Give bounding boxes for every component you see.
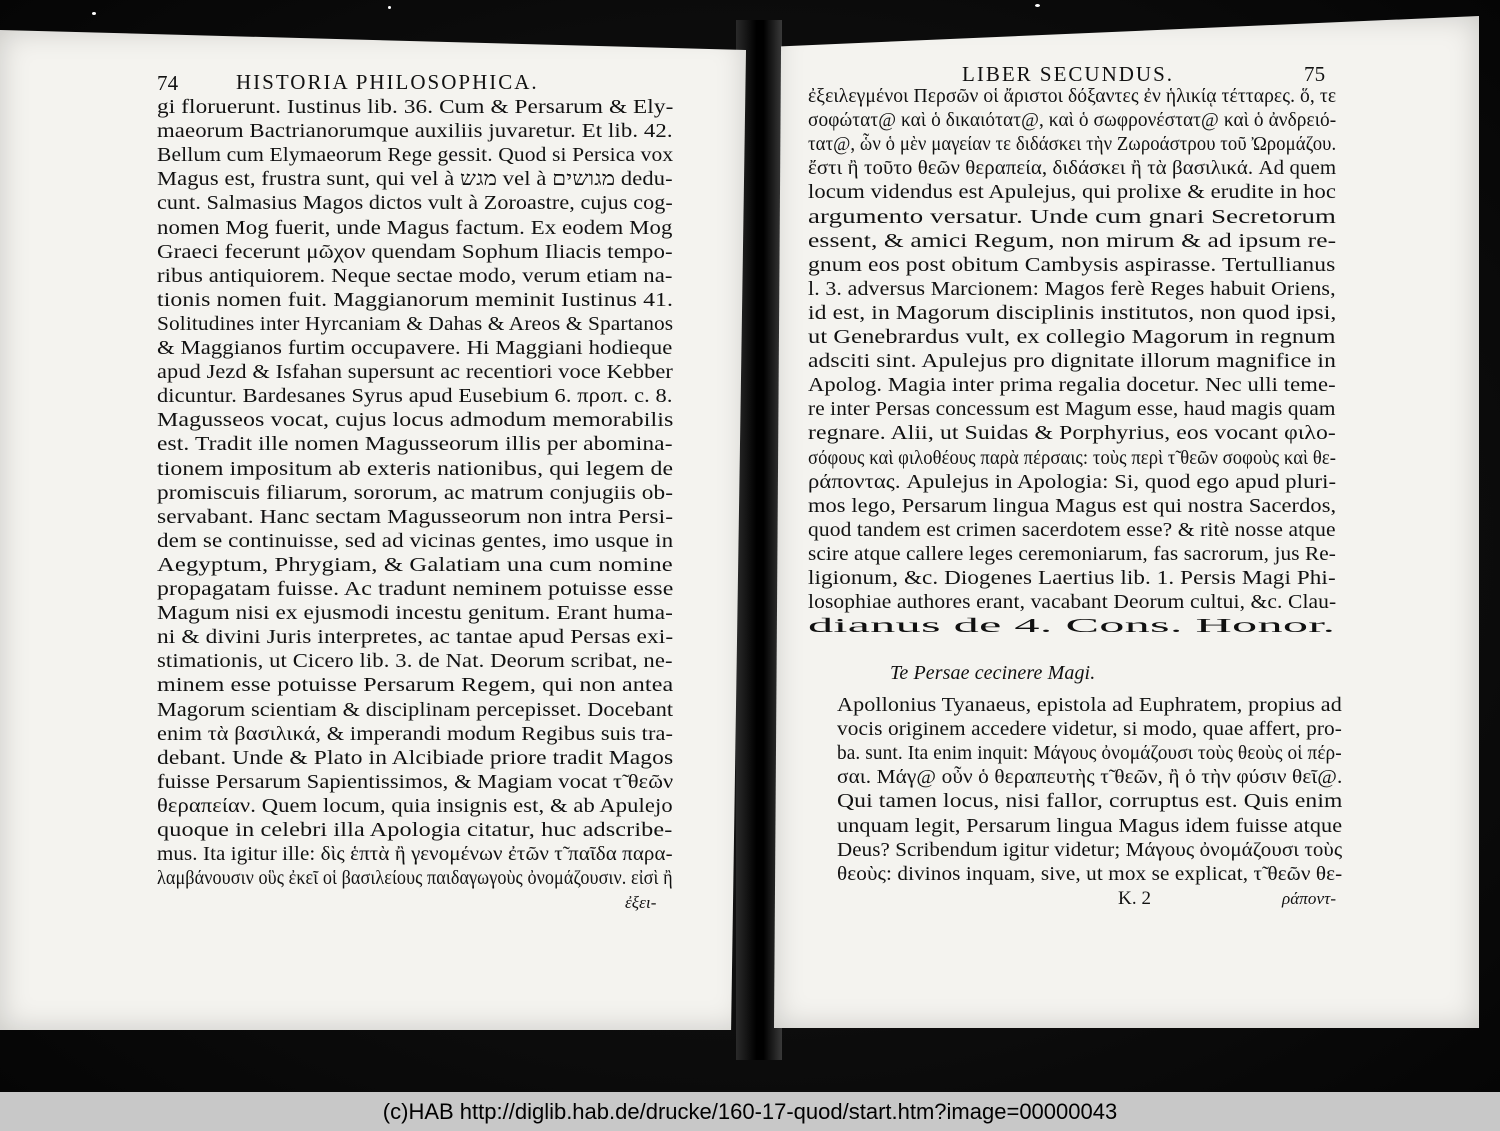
text-line: tionem impositum ab exteris nationibus, qui legem de xyxy=(157,457,674,480)
text-line: cunt. Salmasius Magos dictos vult à Zoroastre, cujus cog- xyxy=(157,192,673,215)
text-line: propagatam fuisse. Ac tradunt neminem potuisse esse xyxy=(157,578,674,600)
text-line: θεοὺς: divinos inquam, sive, ut mox se explicat, τ̃ θεῶν θε- xyxy=(837,862,1343,885)
left-catchword: ἐξει- xyxy=(625,893,657,912)
scan-speck xyxy=(388,6,391,9)
text-line: gnum eos post obitum Cambysis aspirasse. Tertullianus xyxy=(808,253,1336,276)
text-line: essent, & amici Regum, non mirum & ad ipsum re- xyxy=(808,229,1337,252)
left-running-head: HISTORIA PHILOSOPHICA. xyxy=(236,70,539,94)
text-line: Magusseos vocat, cujus locus admodum memorabilis xyxy=(157,409,674,432)
verse-quotation: Te Persae cecinere Magi. xyxy=(890,662,1096,684)
text-line: locum videndus est Apulejus, qui prolixe & erudite in hoc xyxy=(808,181,1336,204)
text-line: dianus de 4. Cons. Honor. xyxy=(808,615,1336,638)
text-line: maeorum Bactrianorumque auxiliis juvaretur. Et lib. 42. xyxy=(157,120,673,143)
text-line: stimationis, ut Cicero lib. 3. de Nat. Deorum scribat, ne- xyxy=(157,650,673,673)
text-line: Aegyptum, Phrygiam, & Galatiam una cum nomine xyxy=(157,553,673,576)
text-line: enim τὰ βασιλικά, & imperandi modum Regibus suis tra- xyxy=(157,722,674,745)
text-line: vocis originem accedere videtur, si modo, quae affert, pro- xyxy=(837,718,1342,741)
text-line: mus. Ita igitur ille: δὶς ἑπτὰ ἢ γενομένων ἐτῶν τ̃ παῖδα παρα- xyxy=(157,843,673,866)
text-line: mos lego, Persarum lingua Magus est qui nostra Sacerdos, xyxy=(808,494,1337,517)
text-line: ἔστι ἢ τοῦτο θεῶν θεραπεία, διδάσκει ἢ τὰ βασιλικά. Ad quem xyxy=(808,157,1337,180)
text-line: τατ@, ὧν ὁ μὲν μαγείαν τε διδάσκει τὴν Ζωροάστρου τοῦ Ὠρομάζου. xyxy=(808,133,1337,156)
text-line: σοφώτατ@ καὶ ὁ δικαιότατ@, καὶ ὁ σωφρονέστατ@ καὶ ὁ ἀνδρειό- xyxy=(808,109,1337,132)
text-line: fuisse Persarum Sapientissimos, & Magiam vocat τ̃ θεῶν xyxy=(157,770,674,793)
copyright-caption: (c)HAB http://diglib.hab.de/drucke/160-17-quod/start.htm?image=00000043 xyxy=(0,1092,1500,1131)
text-line: ligionum, &c. Diogenes Laertius lib. 1. Persis Magi Phi- xyxy=(808,567,1336,589)
text-line: ἐξειλεγμένοι Περσῶν οἱ ἄριστοι δόξαντες ἐν ἡλικίᾳ τέτταρες. ὅ, τε xyxy=(808,85,1337,107)
text-line: adsciti sint. Apulejus pro dignitate illorum magnifice in xyxy=(808,350,1336,373)
text-line: nomen Mog fuerit, unde Magus factum. Ex eodem Mog xyxy=(157,216,673,239)
text-line: regnare. Alii, ut Suidas & Porphyrius, eos vocant φιλο- xyxy=(808,422,1336,445)
text-line: θεραπείαν. Quem locum, quia insignis est, & ab Apulejo xyxy=(157,794,673,817)
right-catchword: ράποντ- xyxy=(1282,889,1337,908)
text-line: Solitudines inter Hyrcaniam & Dahas & Areos & Spartanos xyxy=(157,312,674,335)
text-line: re inter Persas concessum est Magum esse, haud magis quam xyxy=(808,398,1336,421)
text-line: l. 3. adversus Marcionem: Magos ferè Reges habuit Oriens, xyxy=(808,277,1336,300)
signature-mark: K. 2 xyxy=(1118,888,1152,909)
text-line: debant. Unde & Plato in Alcibiade priore tradit Magos xyxy=(157,746,674,769)
text-line: Apollonius Tyanaeus, epistola ad Euphratem, propius ad xyxy=(837,694,1342,716)
text-line: argumento versatur. Unde cum gnari Secretorum xyxy=(808,205,1337,228)
text-line: apud Jezd & Isfahan supersunt ac recentiori voce Kebber xyxy=(157,361,673,384)
text-line: losophiae authores erant, vacabant Deorum cultui, &c. Clau- xyxy=(808,591,1337,614)
text-line: Apolog. Magia inter prima regalia docetur. Nec ulli teme- xyxy=(808,374,1336,397)
scan-speck xyxy=(1035,4,1040,7)
text-line: Qui tamen locus, nisi fallor, corruptus est. Quis enim xyxy=(837,790,1343,813)
text-line: ribus antiquiorem. Neque sectae modo, verum etiam na- xyxy=(157,264,673,287)
text-line: Deus? Scribendum igitur videtur; Μάγους ὀνομάζουσι τοὺς xyxy=(837,838,1343,861)
left-page-number: 74 xyxy=(157,71,179,95)
text-line: Magorum scientiam & disciplinam percepisset. Docebant xyxy=(157,698,674,721)
text-line: est. Tradit ille nomen Magusseorum illis per abomina- xyxy=(157,433,673,456)
right-page-number: 75 xyxy=(1304,62,1326,86)
text-line: σαι. Μάγ@ οὖν ὁ θεραπευτὴς τ̃ θεῶν, ἢ ὁ τὴν φύσιν θεῖ@. xyxy=(837,766,1343,789)
text-line: & Maggianos furtim occupavere. Hi Maggiani hodieque xyxy=(157,337,673,359)
text-line: dicuntur. Bardesanes Syrus apud Eusebium 6. προπ. c. 8. xyxy=(157,385,673,408)
text-line: tionis nomen fuit. Maggianorum meminit Iustinus 41. xyxy=(157,288,674,311)
text-line: quoque in celebri illa Apologia citatur, huc adscribe- xyxy=(157,819,673,841)
text-line: Bellum cum Elymaeorum Rege gessit. Quod si Persica vox xyxy=(157,144,674,167)
text-line: unquam legit, Persarum lingua Magus idem fuisse atque xyxy=(837,814,1343,837)
text-line: ni & divini Juris interpretes, ac tantae apud Persas exi- xyxy=(157,626,674,649)
text-line: gi floruerunt. Iustinus lib. 36. Cum & Persarum & Ely- xyxy=(157,96,674,118)
scan-speck xyxy=(92,12,96,15)
text-line: ut Genebrardus vult, ex collegio Magorum in regnum xyxy=(808,326,1336,348)
text-line: ba. sunt. Ita enim inquit: Μάγους ὀνομάζουσι τοὺς θεοὺς οἱ πέρ- xyxy=(837,742,1342,765)
text-line: id est, in Magorum disciplinis institutos, non quod ipsi, xyxy=(808,301,1337,324)
text-line: minem esse potuisse Persarum Regem, qui non antea xyxy=(157,674,674,697)
text-line: Magum nisi ex ejusmodi incestu genitum. Erant huma- xyxy=(157,602,674,625)
text-line: promiscuis filiarum, sororum, ac matrum conjugiis ob- xyxy=(157,481,674,504)
text-line: scire atque callere leges ceremoniarum, fas sacrorum, jus Re- xyxy=(808,542,1336,565)
text-line: dem se continuisse, sed ad vicinas gentes, imo usque in xyxy=(157,529,674,552)
text-line: Magus est, frustra sunt, qui vel à מגש vel à מגושים dedu- xyxy=(157,168,673,191)
text-line: servabant. Hanc sectam Magusseorum non intra Persi- xyxy=(157,505,674,528)
text-line: λαμβάνουσιν οὓς ἐκεῖ οἱ βασιλείους παιδαγωγοὺς ὀνομάζουσιν. εἰσὶ ἢ xyxy=(157,867,673,890)
text-line: Graeci fecerunt μῶχον quendam Sophum Iliacis tempo- xyxy=(157,240,673,263)
text-line: ράποντας. Apulejus in Apologia: Si, quod ego apud pluri- xyxy=(808,470,1337,493)
text-line: quod tandem est crimen sacerdotem esse? & ritè nosse atque xyxy=(808,518,1336,541)
right-running-head: LIBER SECUNDUS. xyxy=(962,62,1175,86)
text-line: σόφους καὶ φιλοθέους παρὰ πέρσαις: τοὺς περὶ τ̃ θεῶν σοφοὺς καὶ θε- xyxy=(808,446,1337,469)
